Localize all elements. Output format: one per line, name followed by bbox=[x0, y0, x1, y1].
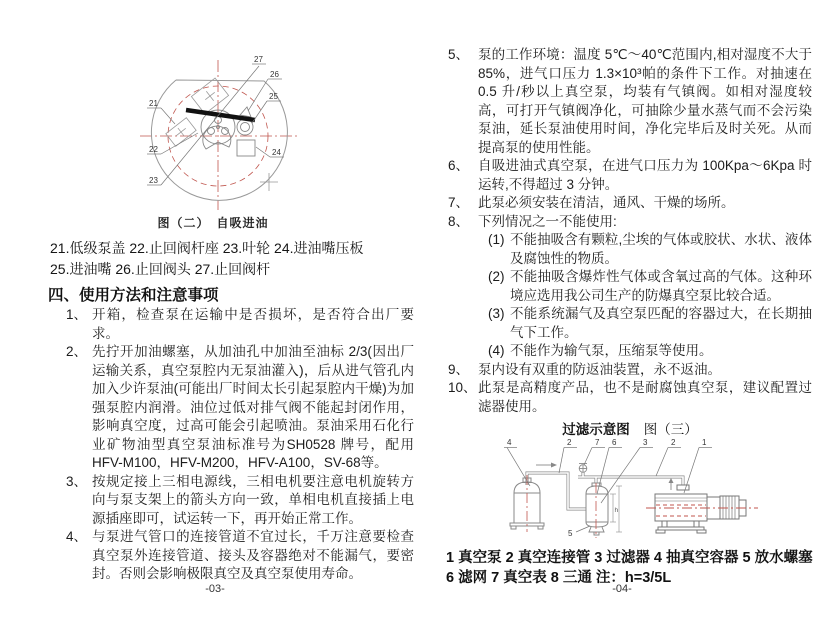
figure3-title bbox=[448, 418, 812, 438]
item-text: 按规定接上三相电源线，三相电机要注意电机旋转方向与泵支架上的箭头方向一致，单相电机直接插上电源插座即可，试运转一下，再开始正常工作。 bbox=[92, 473, 414, 526]
subitem-text: 不能抽吸含爆炸性气体或含氧过高的气体。这种环境应选用我公司生产的防爆真空泵比较合适。 bbox=[510, 269, 812, 303]
fig3-label-2a: 2 bbox=[567, 438, 572, 447]
fig2-label-27: 27 bbox=[254, 55, 263, 64]
fig3-label-5: 5 bbox=[568, 529, 573, 538]
fig3-label-7: 7 bbox=[595, 438, 600, 447]
item-text: 自吸进油式真空泵，在进气口压力为 100Kpa～6Kpa 时运转,不得超过 3 分钟。 bbox=[478, 158, 812, 192]
fig3-label-6: 6 bbox=[612, 438, 617, 447]
item-text: 泵内设有双重的防返油装置，永不返油。 bbox=[478, 361, 721, 377]
subitem-number: (3) bbox=[488, 306, 505, 321]
item-text: 下列情况之一不能使用: bbox=[478, 213, 617, 229]
item-text: 与泵进气管口的连接管道不宜过长，千万注意要检查真空泵外连接管道、接头及容器绝对不能漏气，要密封。否则会影响极限真空及真空泵使用寿命。 bbox=[92, 529, 414, 581]
item-number: 2、 bbox=[66, 344, 88, 359]
list-item-10 bbox=[448, 379, 812, 416]
item-text: 开箱，检查泵在运输中是否损坏，是否符合出厂要求。 bbox=[92, 307, 414, 341]
subitem-number: (1) bbox=[488, 232, 505, 247]
page-number-right: -04- bbox=[612, 583, 632, 595]
figure2-caption: 图（二） 自吸进油 bbox=[157, 216, 269, 230]
item-number: 3、 bbox=[66, 473, 88, 489]
list-subitem-1 bbox=[488, 231, 812, 268]
list-item-8 bbox=[448, 213, 812, 232]
figure3-caption-line2: 6 滤网 7 真空表 8 三通 注：h=3/5L bbox=[446, 569, 672, 586]
item-text: 泵的工作环境：温度 5℃～40℃范围内,相对湿度不大于 85%，进气口压力 1.3×10³帕的条件下工作。对抽速在 0.5 升/秒以上真空泵，均装有气镇阀。如相对湿度较高，可打开气镇阀净化，可抽除少量水蒸气而不会污染泵油，延长泵油使用时间，净化完毕后及时关死。从而提高泵的使用性能。 bbox=[478, 47, 812, 155]
fig3-exhaust-arrow bbox=[669, 478, 674, 490]
fig2-callout-leaders bbox=[147, 64, 284, 185]
item-number: 10、 bbox=[448, 380, 477, 395]
fig2-check-valve bbox=[237, 107, 255, 156]
fig3-vacuum-pump bbox=[655, 485, 746, 533]
item-number: 7、 bbox=[448, 195, 470, 210]
parts-list-line2: 25.进油嘴 26.止回阀头 27.止回阀杆 bbox=[50, 261, 271, 277]
fig2-label-22: 22 bbox=[149, 145, 158, 154]
list-subitem-4 bbox=[488, 342, 812, 361]
fig3-filter-vessel bbox=[586, 483, 608, 535]
fig2-label-21: 21 bbox=[149, 99, 158, 108]
page-number-left: -03- bbox=[205, 583, 225, 595]
list-item-2 bbox=[66, 343, 414, 473]
subitem-number: (4) bbox=[488, 343, 505, 358]
list-subitem-2 bbox=[488, 268, 812, 305]
subitem-text: 不能系统漏气及真空泵匹配的容器过大，在长期抽气下工作。 bbox=[510, 306, 812, 340]
fig2-valve-rod bbox=[186, 110, 255, 120]
item-number: 9、 bbox=[448, 361, 470, 377]
item-number: 6、 bbox=[448, 158, 470, 173]
list-item-5 bbox=[448, 46, 812, 157]
item-text: 此泵必须安装在清洁，通风、干燥的场所。 bbox=[478, 195, 735, 210]
figure2-parts-list bbox=[50, 238, 410, 280]
fig3-vacuum-container bbox=[510, 478, 544, 529]
list-item-6 bbox=[448, 157, 812, 194]
item-text: 此泵是高精度产品，也不是耐腐蚀真空泵，建议配置过滤器使用。 bbox=[478, 380, 812, 414]
fig3-label-2b: 2 bbox=[671, 438, 676, 447]
figure2-pump-diagram bbox=[48, 36, 378, 214]
fig2-centerlines bbox=[140, 60, 300, 210]
figure3-title-bold: 过滤示意图 bbox=[562, 422, 630, 437]
list-item-9 bbox=[448, 361, 812, 380]
fig3-vacuum-gauge bbox=[579, 464, 587, 473]
list-subitem-3 bbox=[488, 305, 812, 342]
notes-items-list bbox=[448, 46, 812, 416]
figure3-title-figure: 图（三） bbox=[643, 422, 698, 437]
parts-list-line1: 21.低级泵盖 22.止回阀杆座 23.叶轮 24.进油嘴压板 bbox=[50, 240, 364, 256]
usage-items-list bbox=[66, 306, 414, 584]
fig3-label-3: 3 bbox=[643, 438, 648, 447]
fig3-label-1: 1 bbox=[702, 438, 707, 447]
item-number: 4、 bbox=[66, 529, 88, 544]
fig3-label-4: 4 bbox=[507, 438, 512, 447]
fig2-label-24: 24 bbox=[272, 148, 281, 157]
fig2-label-25: 25 bbox=[269, 92, 278, 101]
item-number: 5、 bbox=[448, 47, 470, 62]
figure3-caption-line1: 1 真空泵 2 真空连接管 3 过滤器 4 抽真空容器 5 放水螺塞 bbox=[446, 550, 813, 566]
item-number: 1、 bbox=[66, 307, 88, 322]
item-number: 8、 bbox=[448, 213, 470, 229]
list-item-3 bbox=[66, 473, 414, 529]
list-item-1 bbox=[66, 306, 414, 343]
fig3-dim-label-h: h bbox=[614, 507, 619, 514]
fig3-flow-arrow bbox=[536, 463, 557, 468]
subitem-text: 不能作为输气泵，压缩泵等使用。 bbox=[510, 343, 713, 358]
subitem-number: (2) bbox=[488, 269, 505, 284]
list-item-4 bbox=[66, 528, 414, 584]
section-heading-usage: 四、使用方法和注意事项 bbox=[48, 287, 219, 304]
subitem-text: 不能抽吸含有颗粒,尘埃的气体或胶状、水状、液体及腐蚀性的物质。 bbox=[510, 232, 812, 266]
item-text: 先拧开加油螺塞，从加油孔中加油至油标 2/3(因出厂运输关系，真空泵腔内无泵油灌入)，后从进气管孔内加入少许泵油(可能出厂时间太长引起泵腔内干燥)为加强泵腔内润滑。油位过低对排气阀不能起封闭作用，影响真空度，过高可能会引起喷油。泵油采用石化行业矿物油型真空泵油标准号为SH0528 牌号，配用 HFV-M100，HFV-M200，HFV-A100，SV-68等。 bbox=[92, 344, 414, 470]
fig2-label-26: 26 bbox=[270, 70, 279, 79]
fig2-datum-cross bbox=[260, 173, 278, 191]
fig2-callout-labels bbox=[149, 55, 281, 185]
fig2-label-23: 23 bbox=[149, 176, 158, 185]
list-item-7 bbox=[448, 194, 812, 213]
figure3-filter-diagram bbox=[450, 437, 810, 547]
